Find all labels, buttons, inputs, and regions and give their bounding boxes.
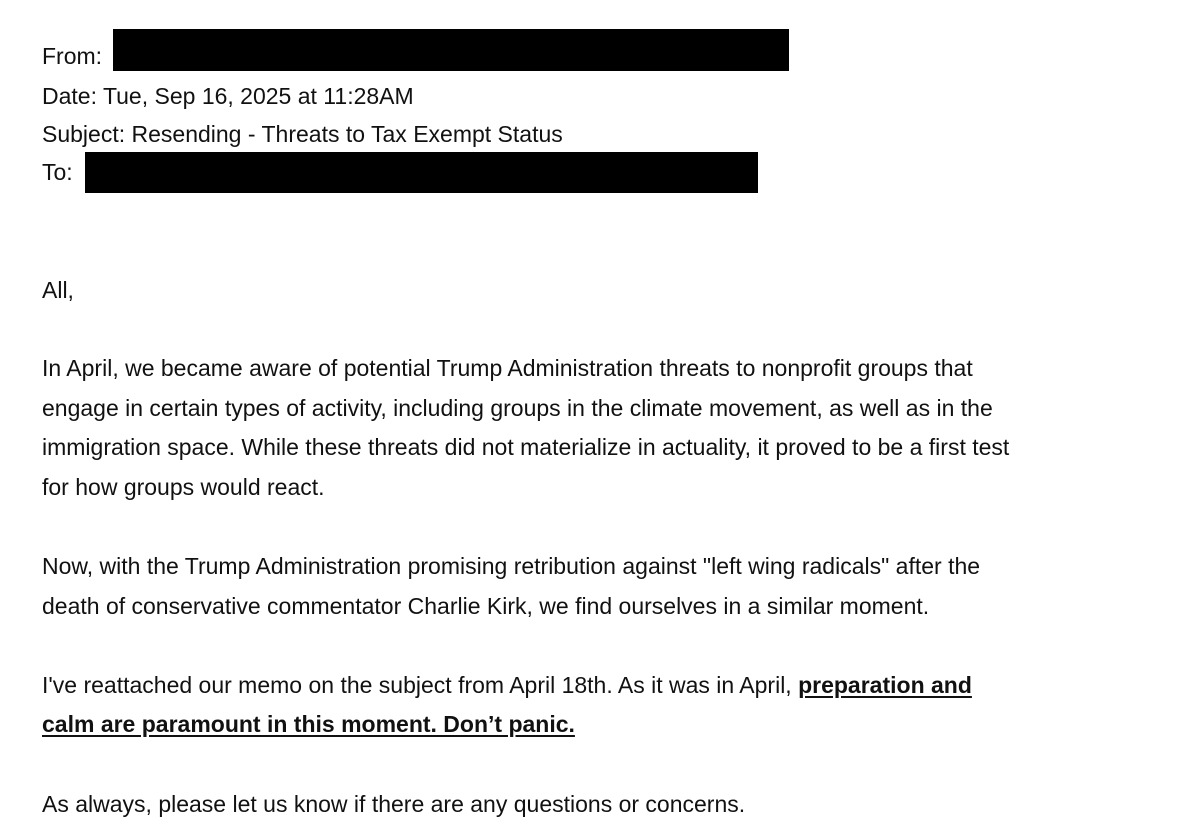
closing-line: As always, please let us know if there are any questions or concerns. (42, 791, 746, 817)
paragraph-line: Now, with the Trump Administration promising retribution against "left wing radicals" after the (42, 553, 981, 579)
from-redaction (113, 29, 789, 71)
emphasis-text: calm are paramount in this moment. Don’t panic. (42, 711, 575, 737)
paragraph-line (42, 671, 972, 699)
to-redaction (85, 152, 758, 193)
paragraph-line: immigration space. While these threats did not materialize in actuality, it proved to be a first test (42, 434, 1010, 460)
to-row (42, 158, 73, 186)
paragraph-text: I've reattached our memo on the subject from April 18th. As it was in April, (42, 672, 799, 698)
date-row: Date: Tue, Sep 16, 2025 at 11:28AM (42, 83, 414, 109)
paragraph-line (42, 710, 575, 738)
paragraph-line: engage in certain types of activity, including groups in the climate movement, as well as in the (42, 395, 993, 421)
subject-row: Subject: Resending - Threats to Tax Exempt Status (42, 121, 563, 147)
paragraph-line: for how groups would react. (42, 474, 325, 500)
paragraph-line: In April, we became aware of potential Trump Administration threats to nonprofit groups that (42, 355, 973, 381)
paragraph-line: death of conservative commentator Charlie Kirk, we find ourselves in a similar moment. (42, 593, 930, 619)
from-label: From: (42, 43, 103, 69)
emphasis-text: preparation and (798, 672, 972, 698)
to-label: To: (42, 159, 73, 185)
greeting: All, (42, 277, 74, 303)
from-row (42, 42, 102, 70)
